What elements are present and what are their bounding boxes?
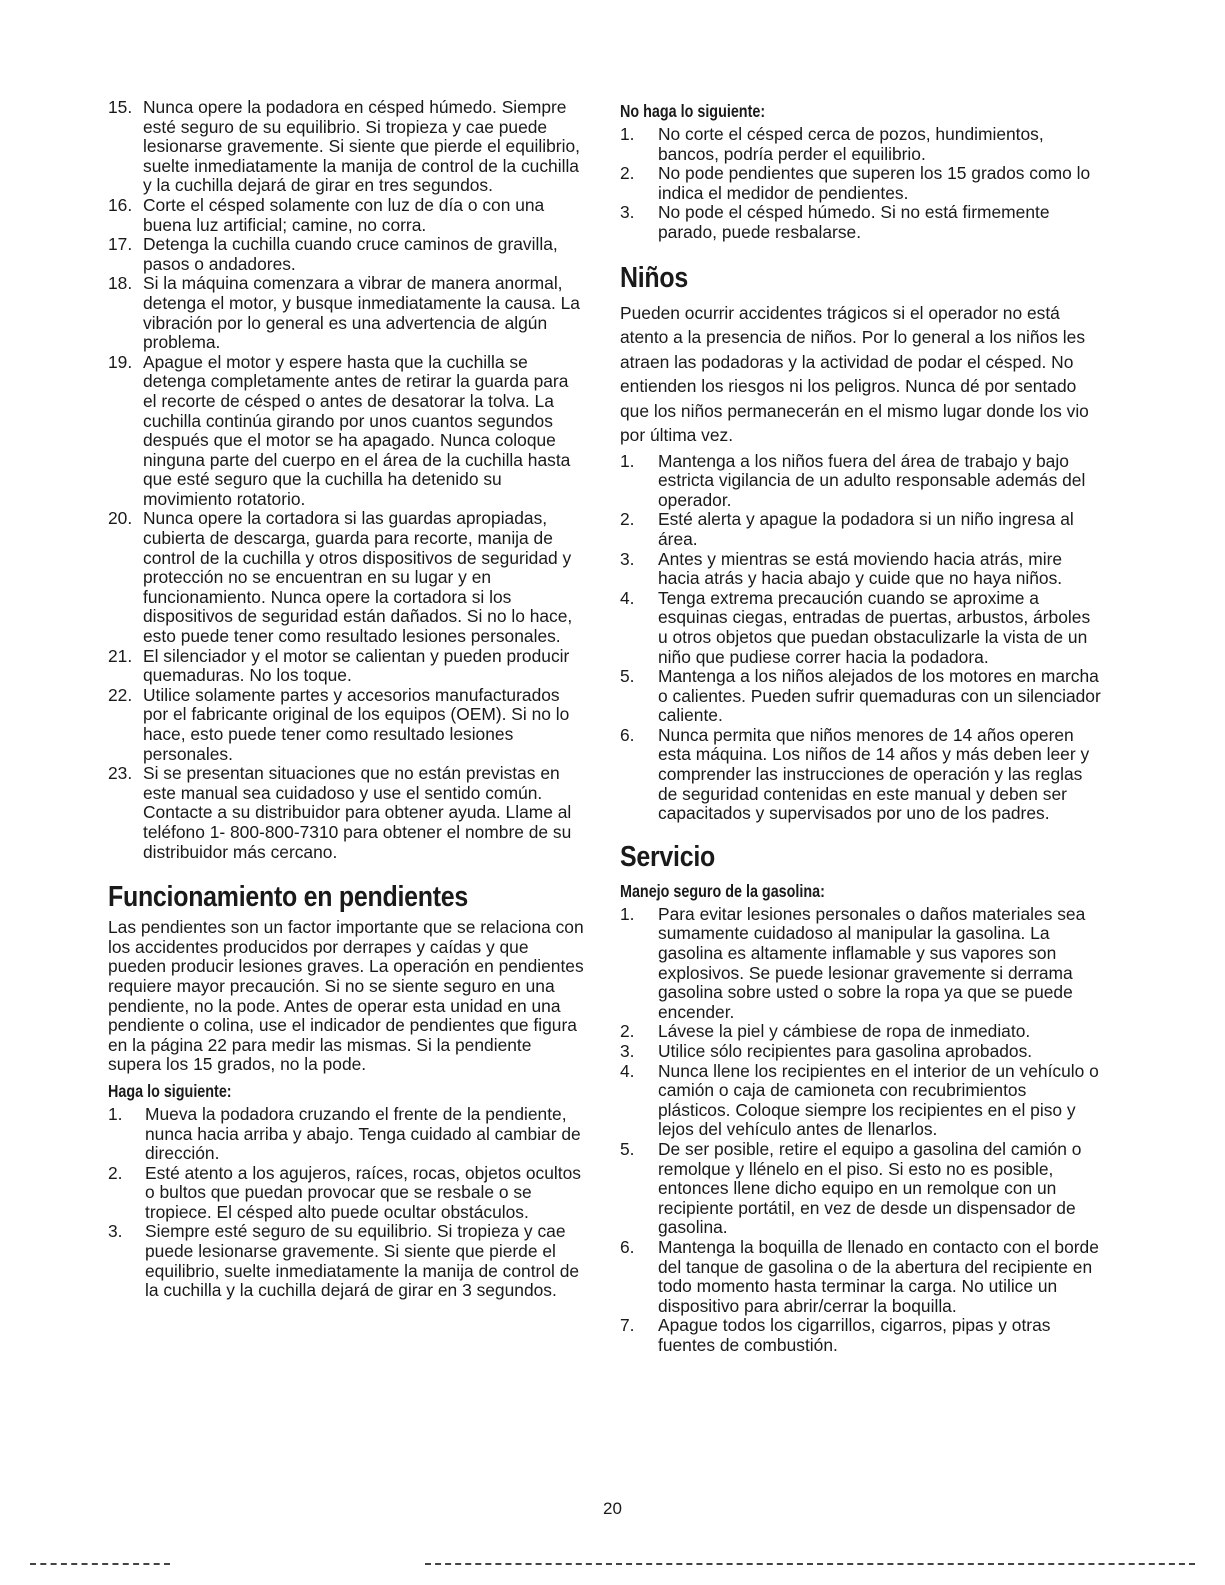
list-item: 1. Para evitar lesiones personales o daños materiales sea sumamente cuidadoso al manipular la gasolina. La gasolina es altamente inflamable y sus vapores son explosivos. Se puede lesionar gravemente si derrama gasolina sobre usted o sobre la ropa ya que se puede encender.	[620, 903, 1086, 1022]
list-item: 2. No pode pendientes que superen los 15 grados como lo indica el medidor de pendientes.	[620, 163, 1091, 203]
service-heading: Servicio	[620, 840, 715, 873]
children-heading: Niños	[620, 261, 688, 294]
list-item: 5. De ser posible, retire el equipo a gasolina del camión o remolque y llénelo en el piso. Si esto no es posible, entonces llene dicho equipo en un remolque con un recipiente portátil, en vez de desde un dispensador de gasolina.	[620, 1138, 1082, 1238]
list-item: 23. Si se presentan situaciones que no están previstas en este manual sea cuidadoso y use el sentido común. Contacte a su distribuidor para obtener ayuda. Llame al teléfono 1- 800-800-7310 para obtener el nombre de su distribuidor más cercano.	[108, 763, 572, 862]
children-intro: Pueden ocurrir accidentes trágicos si el operador no está atento a la presencia de niños. Por lo general a los niños les atraen las podadoras y la actividad de podar el césped. No entienden los riesgos ni los peligros. Nunca dé por sentado que los niños permanecerán en el mismo lugar donde los vio por última vez.	[620, 302, 1089, 446]
list-item: 19. Apague el motor y espere hasta que la cuchilla se detenga completamente antes de retirar la guarda para el recorte de césped o antes de desatorar la tolva. La cuchilla continúa girando por unos cuantos segundos después que el motor se ha apagado. Nunca coloque ninguna parte del cuerpo en el área de la cuchilla hasta que esté seguro que la cuchilla ha detenido su movimiento rotatorio.	[108, 351, 571, 509]
children-list	[620, 452, 1102, 824]
list-item: 17. Detenga la cuchilla cuando cruce caminos de gravilla, pasos o andadores.	[108, 234, 558, 274]
list-item: 20. Nunca opere la cortadora si las guardas apropiadas, cubierta de descarga, guarda para recorte, manija de control de la cuchilla y otros dispositivos de seguridad y protección no se encuentran en su lugar y en funcionamiento. Nunca opere la cortadora si los dispositivos de seguridad están dañados. Si no lo hace, esto puede tener como resultado lesiones personales.	[108, 508, 573, 647]
list-item: 3. Antes y mientras se está moviendo hacia atrás, mire hacia atrás y hacia abajo y cuide que no haya niños.	[620, 548, 1063, 589]
list-item: 4. Tenga extrema precaución cuando se aproxime a esquinas ciegas, entradas de puertas, arbustos, árboles u otros objetos que puedan obstaculizarle la vista de un niño que pudiese correr hacia la podadora.	[620, 587, 1091, 667]
list-item: 3. No pode el césped húmedo. Si no está firmemente parado, puede resbalarse.	[620, 202, 1050, 242]
list-item: 2. Esté atento a los agujeros, raíces, rocas, objetos ocultos o bultos que puedan provocar que se resbale o se tropiece. El césped alto puede ocultar obstáculos.	[108, 1162, 581, 1222]
list-item: 2. Lávese la piel y cámbiese de ropa de inmediato.	[620, 1021, 1031, 1042]
list-item: 6. Nunca permita que niños menores de 14 años operen esta máquina. Los niños de 14 años y más deben leer y comprender las instrucciones de operación y las reglas de seguridad contenidas en este manual y deben ser capacitados y supervisados por uno de los padres.	[620, 724, 1090, 824]
list-item: 1. Mantenga a los niños fuera del área de trabajo y bajo estricta vigilancia de un adulto responsable además del operador.	[620, 450, 1086, 510]
do-list	[108, 1105, 586, 1301]
list-item: 3. Utilice sólo recipientes para gasolina aprobados.	[620, 1041, 1033, 1061]
right-column	[620, 98, 1102, 1356]
slopes-intro: Las pendientes son un factor importante que se relaciona con los accidentes producidos por derrapes y caídas y que pueden producir lesiones graves. La operación en pendientes requiere mayor precaución. Si no se siente seguro en una pendiente, no la pode. Antes de operar esta unidad en una pendiente o colina, use el indicador de pendientes que figura en la página 22 para medir las mismas. Si la pendiente supera los 15 grados, no la pode.	[108, 917, 584, 1075]
list-item: 6. Mantenga la boquilla de llenado en contacto con el borde del tanque de gasolina o de la abertura del recipiente en todo momento hasta terminar la carga. No utilice un dispositivo para abrir/cerrar la boquilla.	[620, 1236, 1099, 1316]
list-item: 2. Esté alerta y apague la podadora si un niño ingresa al área.	[620, 509, 1074, 549]
slopes-heading: Funcionamiento en pendientes	[108, 881, 468, 914]
fuel-safety-heading: Manejo seguro de la gasolina:	[620, 880, 825, 901]
scan-edge-rule-right	[425, 1563, 1195, 1565]
list-item: 21. El silenciador y el motor se calientan y pueden producir quemaduras. No los toque.	[108, 645, 570, 686]
list-item: 22. Utilice solamente partes y accesorios manufacturados por el fabricante original de los equipos (OEM). Si no lo hace, esto puede tener como resultado lesiones personales.	[108, 684, 570, 764]
list-item: 18. Si la máquina comenzara a vibrar de manera anormal, detenga el motor, y busque inmediatamente la causa. La vibración por lo general es una advertencia de algún problema.	[108, 273, 580, 353]
scan-edge-rule-left	[30, 1563, 170, 1565]
list-item: 7. Apague todos los cigarrillos, cigarros, pipas y otras fuentes de combustión.	[620, 1315, 1051, 1355]
list-item: 1. Mueva la podadora cruzando el frente de la pendiente, nunca hacia arriba y abajo. Tenga cuidado al cambiar de dirección.	[108, 1103, 581, 1164]
list-item: 4. Nunca llene los recipientes en el interior de un vehículo o camión o caja de camioneta con recubrimientos plásticos. Coloque siempre los recipientes en el piso y lejos del vehículo antes de llenarlos.	[620, 1060, 1099, 1140]
left-column	[108, 98, 586, 1301]
list-item: 16. Corte el césped solamente con luz de día o con una buena luz artificial; camine, no corra.	[108, 194, 545, 235]
dont-heading: No haga lo siguiente:	[620, 101, 766, 121]
do-heading: Haga lo siguiente:	[108, 1080, 232, 1101]
safety-rules-list	[108, 98, 586, 862]
list-item: 3. Siempre esté seguro de su equilibrio. Si tropieza y cae puede lesionarse gravemente. Si siente que pierde el equilibrio, suelte inmediatamente la manija de control de la cuchilla y la cuchilla dejará de girar en 3 segundos.	[108, 1221, 580, 1301]
list-item: 1. No corte el césped cerca de pozos, hundimientos, bancos, podría perder el equilibrio.	[620, 124, 1044, 164]
dont-list	[620, 125, 1102, 243]
page-number: 20	[603, 1499, 622, 1518]
list-item: 15. Nunca opere la podadora en césped húmedo. Siempre esté seguro de su equilibrio. Si tropieza y cae puede lesionarse gravemente. Si siente que pierde el equilibrio, suelte inmediatamente la manija de control de la cuchilla y la cuchilla dejará de girar en tres segundos.	[108, 97, 580, 196]
fuel-safety-list	[620, 905, 1102, 1356]
list-item: 5. Mantenga a los niños alejados de los motores en marcha o calientes. Pueden sufrir quemaduras con un silenciador caliente.	[620, 666, 1101, 726]
